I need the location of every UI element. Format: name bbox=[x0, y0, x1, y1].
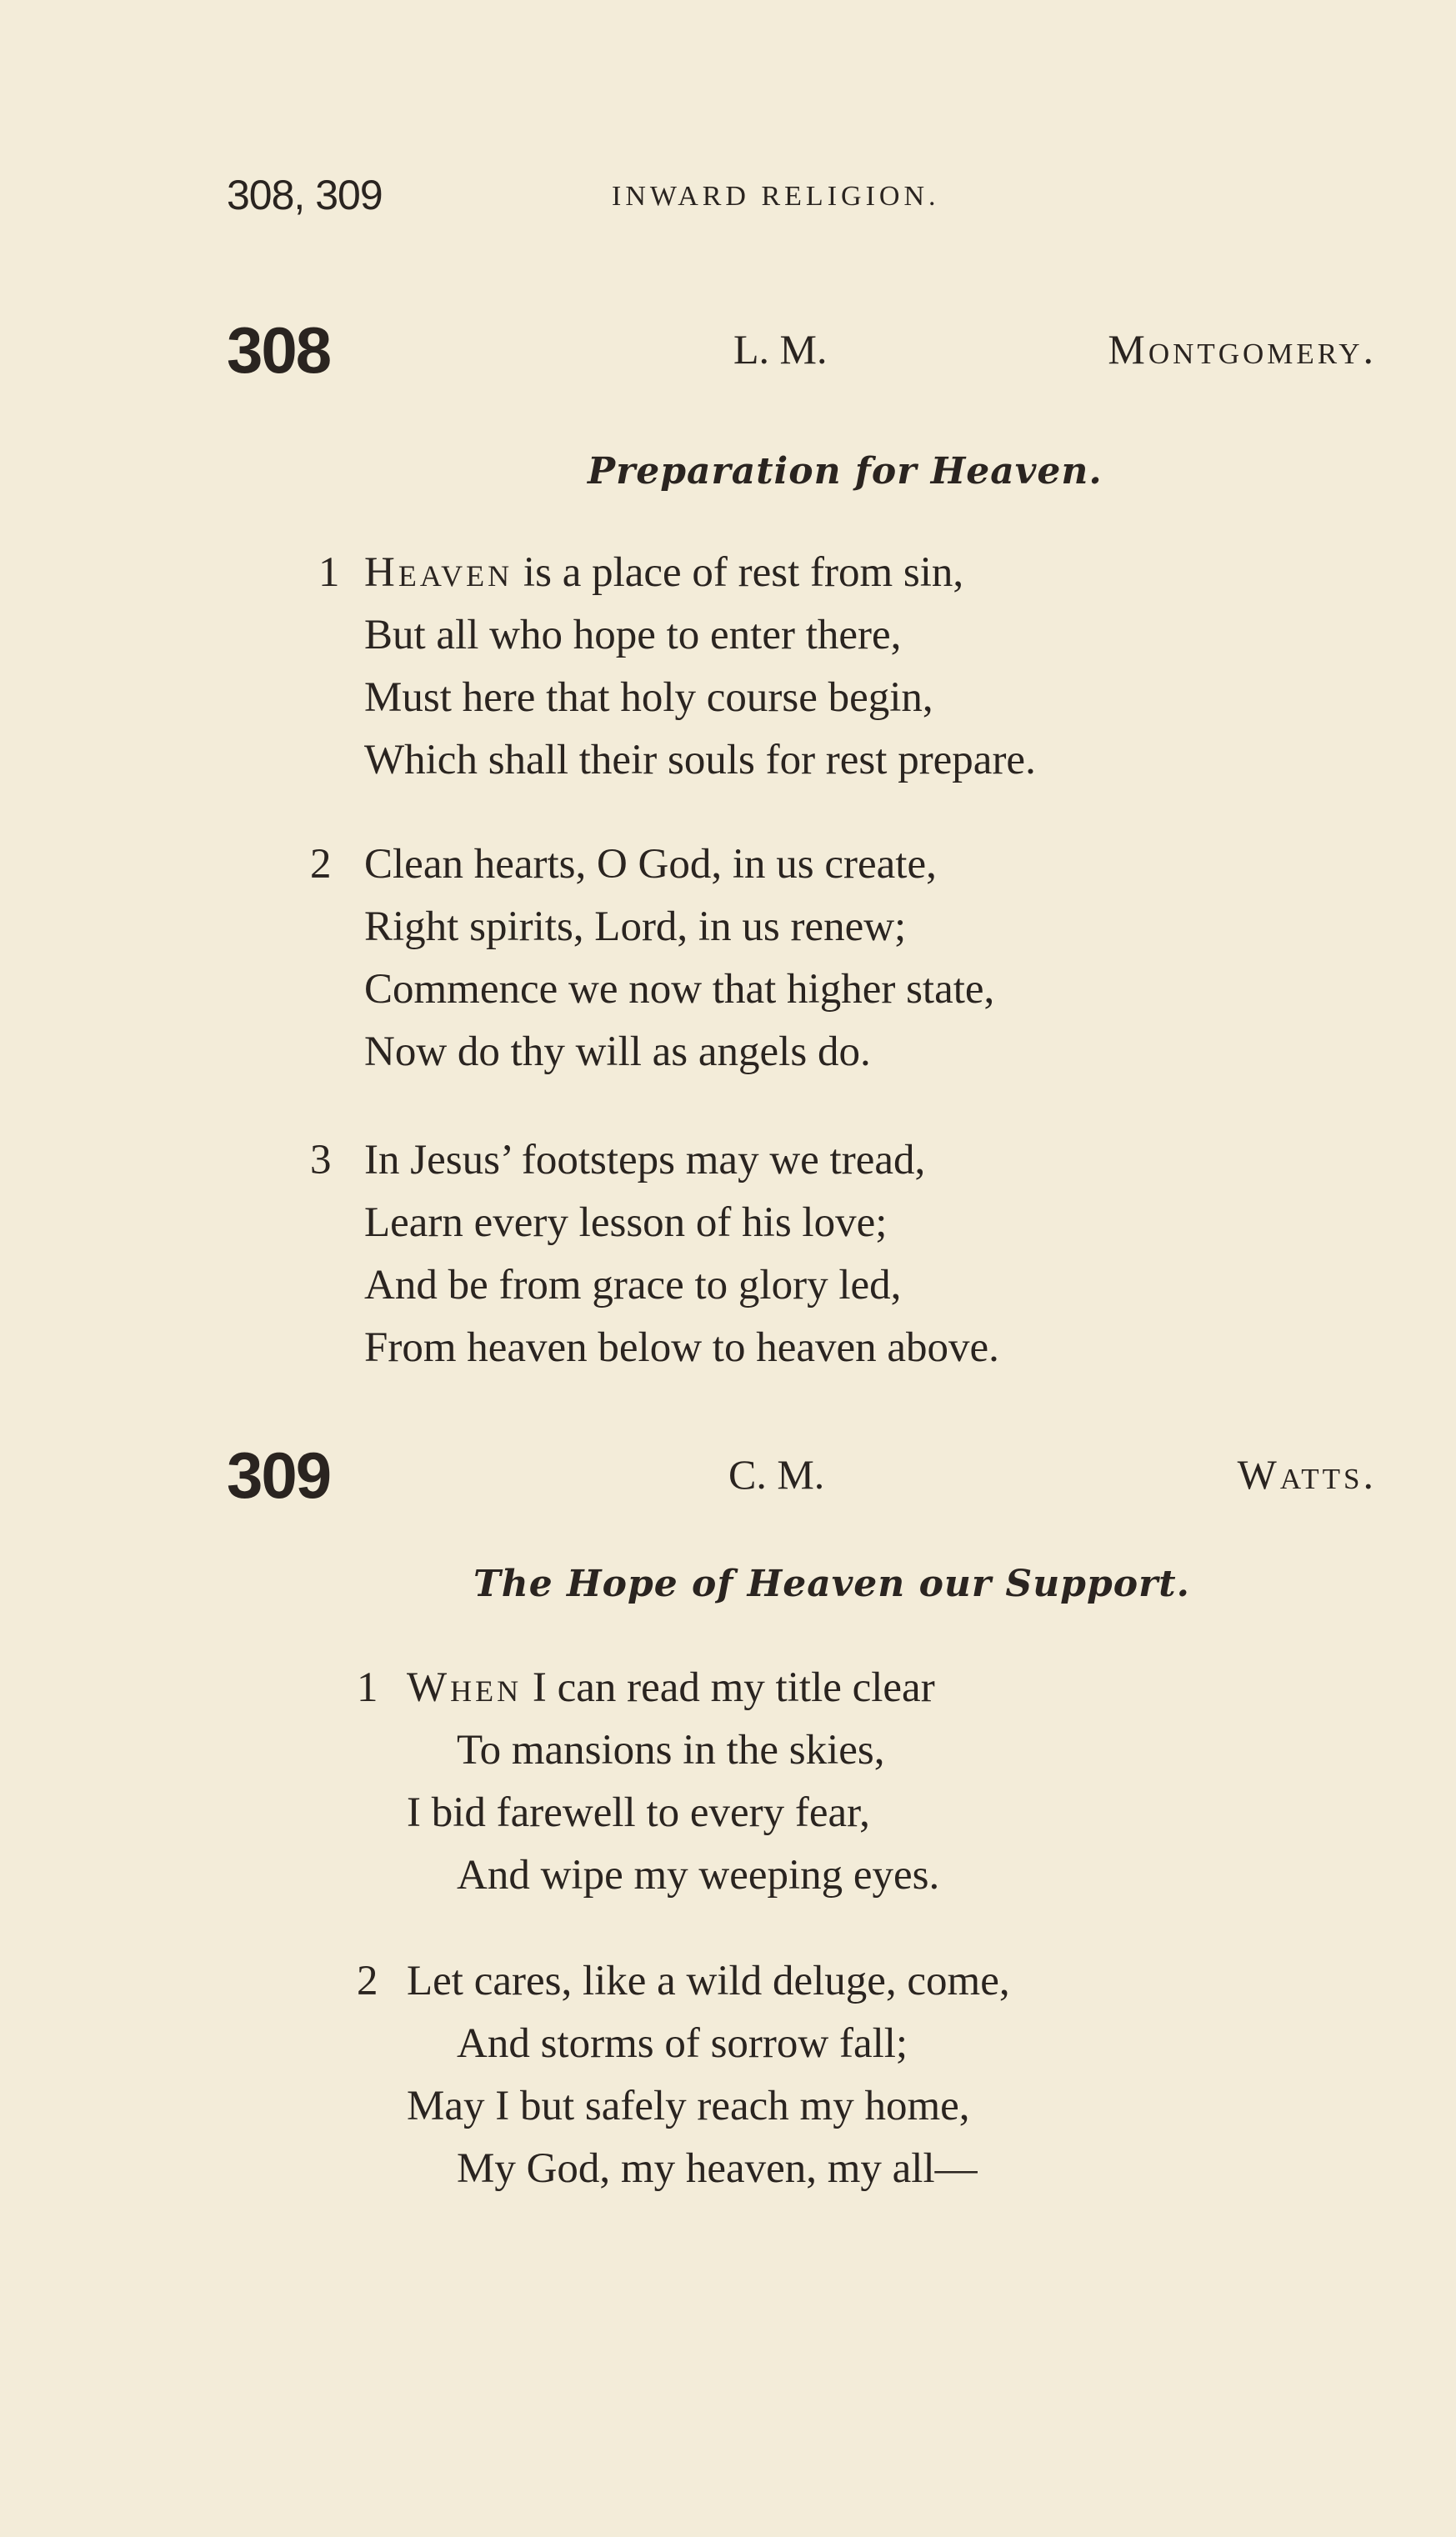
verse-line: My God, my heaven, my all— bbox=[457, 2145, 978, 2192]
hymn-meter: L. M. bbox=[733, 326, 828, 373]
hymn-number: 309 bbox=[227, 1439, 331, 1512]
hymn-heading bbox=[227, 1438, 1377, 1513]
running-title: INWARD RELIGION. bbox=[612, 181, 940, 212]
verse-first-word: When bbox=[407, 1664, 523, 1711]
hymn-author: Watts. bbox=[1237, 1451, 1377, 1498]
stanza-number: 1 bbox=[318, 549, 340, 596]
verse-line: Learn every lesson of his love; bbox=[364, 1199, 888, 1246]
stanza-number: 1 bbox=[357, 1664, 378, 1711]
verse-line: And storms of sorrow fall; bbox=[457, 2020, 908, 2067]
verse-line: Which shall their souls for rest prepare. bbox=[364, 737, 1036, 783]
stanza-number: 2 bbox=[310, 841, 332, 888]
stanza-2 bbox=[357, 1950, 1010, 2200]
hymn-title: The Hope of Heaven our Support. bbox=[473, 1563, 1190, 1605]
stanza-number: 2 bbox=[357, 1958, 378, 2004]
hymn-number: 308 bbox=[227, 313, 331, 387]
hymn-308 bbox=[227, 313, 1377, 388]
verse-line bbox=[407, 1657, 939, 1719]
page-header bbox=[227, 171, 1310, 229]
verse-line: Right spirits, Lord, in us renew; bbox=[364, 903, 907, 950]
verse-first-rest: I can read my title clear bbox=[522, 1664, 935, 1711]
verse-line: I bid farewell to every fear, bbox=[407, 1789, 870, 1836]
stanza-number: 3 bbox=[310, 1137, 332, 1183]
stanza-1 bbox=[318, 542, 1036, 792]
verse-line: To mansions in the skies, bbox=[457, 1727, 885, 1774]
hymn-author: Montgomery. bbox=[1108, 326, 1377, 373]
hymn-309 bbox=[227, 1438, 1377, 1513]
verse-line: Commence we now that higher state, bbox=[364, 966, 995, 1013]
hymn-heading bbox=[227, 313, 1377, 388]
verse-line: From heaven below to heaven above. bbox=[364, 1324, 999, 1371]
verse-line bbox=[364, 542, 1036, 604]
verse-line: In Jesus’ footsteps may we tread, bbox=[364, 1137, 926, 1183]
verse-first-rest: is a place of rest from sin, bbox=[513, 549, 964, 596]
verse-line: Clean hearts, O God, in us create, bbox=[364, 841, 937, 888]
verse-line: Must here that holy course begin, bbox=[364, 674, 933, 721]
stanza-2 bbox=[310, 833, 994, 1083]
stanza-1 bbox=[357, 1657, 939, 1907]
verse-line: But all who hope to enter there, bbox=[364, 612, 902, 658]
verse-line: May I but safely reach my home, bbox=[407, 2083, 970, 2129]
verse-line: Now do thy will as angels do. bbox=[364, 1028, 871, 1075]
hymn-title: Preparation for Heaven. bbox=[588, 450, 1103, 493]
stanza-3 bbox=[310, 1129, 999, 1379]
verse-line: And wipe my weeping eyes. bbox=[457, 1852, 940, 1899]
verse-line: Let cares, like a wild deluge, come, bbox=[407, 1958, 1010, 2004]
verse-line: And be from grace to glory led, bbox=[364, 1262, 902, 1309]
hymn-meter: C. M. bbox=[728, 1451, 825, 1498]
page-range: 308, 309 bbox=[227, 172, 383, 218]
verse-first-word: Heaven bbox=[364, 549, 513, 596]
